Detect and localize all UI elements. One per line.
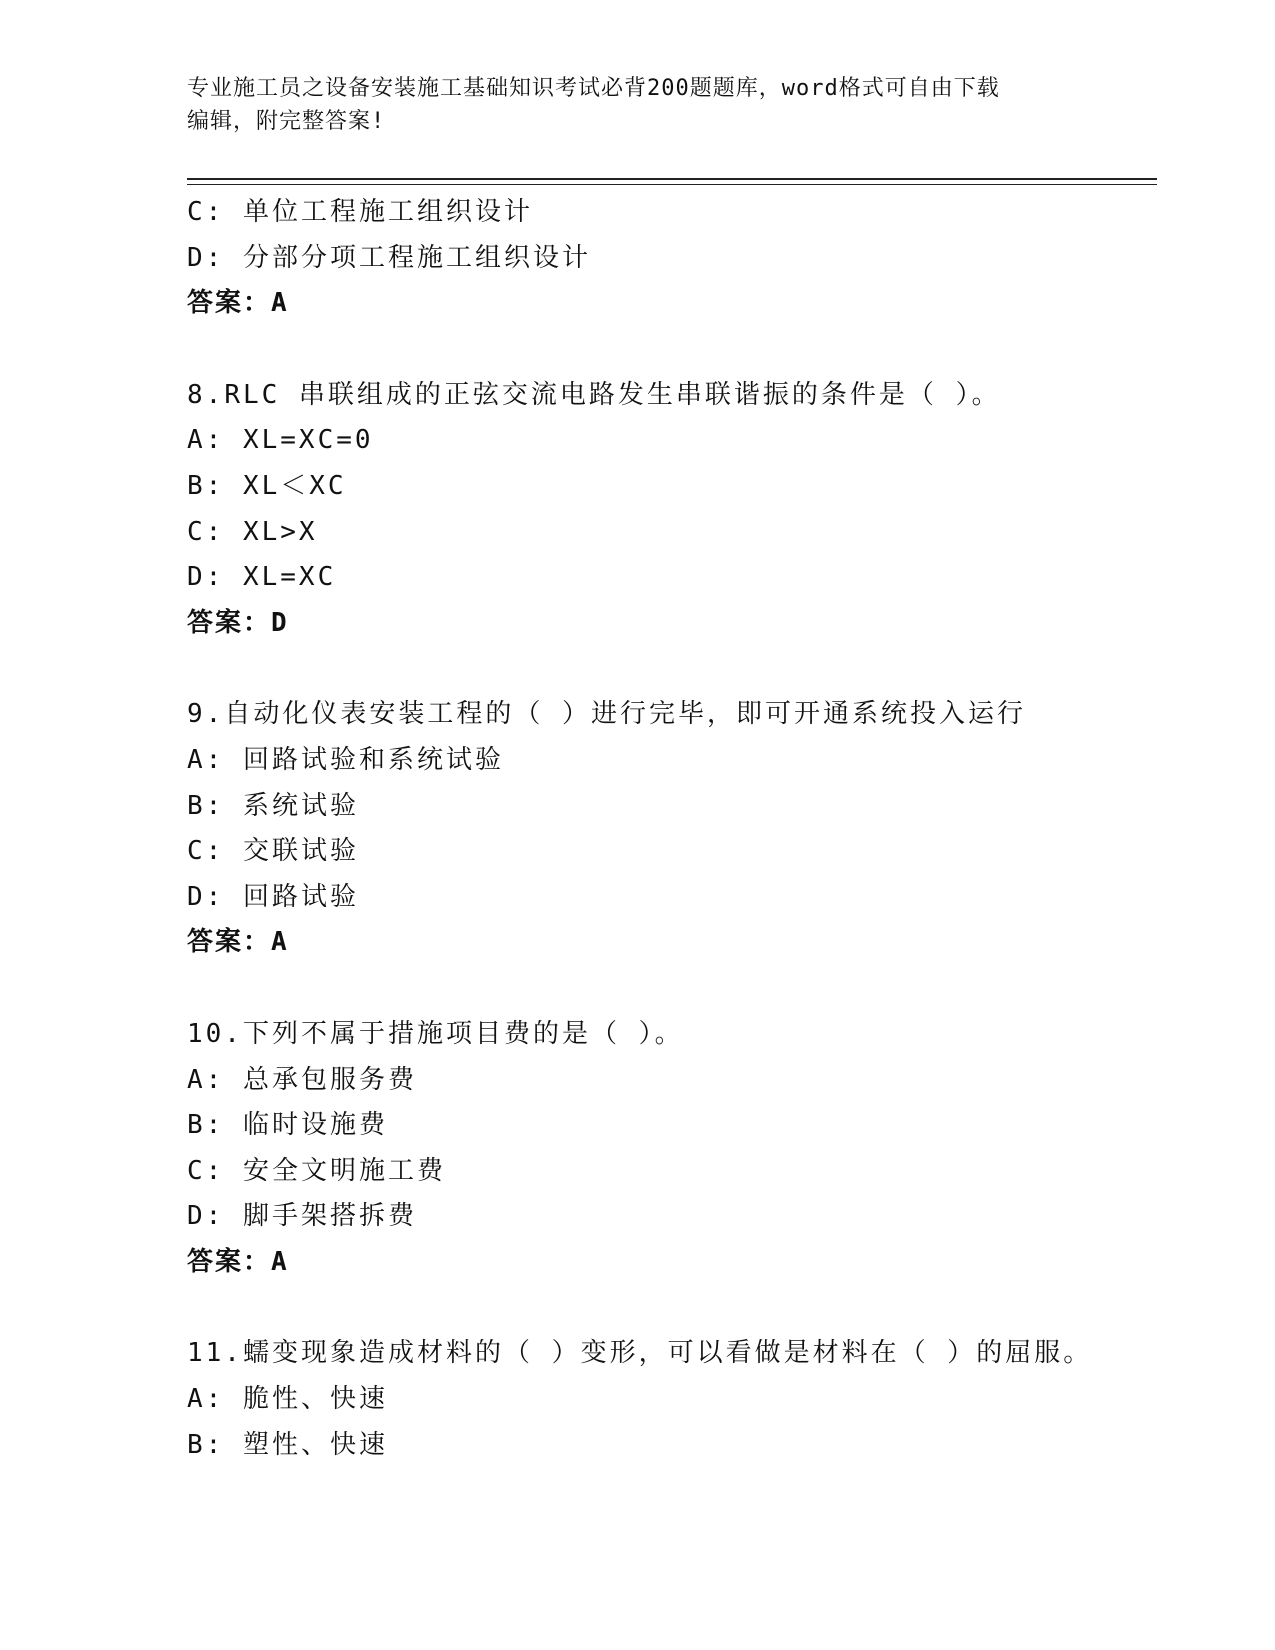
answer-label: 答案：	[187, 927, 272, 958]
option-text: 分部分项工程施工组织设计	[242, 242, 591, 273]
option-text: 单位工程施工组织设计	[242, 197, 533, 227]
answer-label: 答案：	[187, 607, 272, 638]
answer-value: A	[271, 927, 289, 958]
option-label: A:	[187, 1064, 225, 1095]
option-label: D:	[187, 562, 225, 593]
question-text: 自动化仪表安装工程的（ ）进行完毕，即可开通系统投入运行	[224, 699, 1026, 730]
option-text: 回路试验和系统试验	[242, 744, 504, 775]
option-text: 交联试验	[242, 836, 359, 867]
option-label: C:	[187, 516, 225, 547]
question-number: 11.	[187, 1338, 243, 1369]
option-c	[187, 190, 1157, 236]
option-d	[187, 555, 1157, 601]
option-text: 系统试验	[242, 790, 359, 821]
answer-label: 答案：	[187, 1246, 272, 1277]
question-text: 下列不属于措施项目费的是（ ）。	[242, 1018, 684, 1049]
question-text: 蠕变现象造成材料的（ ）变形，可以看做是材料在（ ）的屈服。	[242, 1338, 1093, 1369]
option-b	[187, 1423, 1157, 1469]
option-a	[187, 738, 1157, 784]
header-divider-thin	[187, 184, 1157, 185]
answer-line	[187, 1240, 1157, 1286]
option-label: D:	[187, 1201, 225, 1232]
question-9	[187, 692, 1157, 966]
option-text: 脚手架搭拆费	[242, 1201, 417, 1232]
question-stem	[187, 1012, 1157, 1058]
document-header	[187, 72, 1087, 138]
answer-value: D	[271, 607, 289, 638]
option-c	[187, 829, 1157, 875]
option-label: C:	[187, 836, 225, 867]
option-a	[187, 1377, 1157, 1423]
option-text: XL>X	[242, 516, 318, 547]
question-text: RLC 串联组成的正弦交流电路发生串联谐振的条件是（ ）。	[224, 379, 1001, 410]
option-label: C:	[187, 197, 225, 227]
option-a	[187, 1058, 1157, 1104]
question-list	[187, 190, 1157, 1468]
question-stem	[187, 692, 1157, 738]
option-text: XL＜XC	[242, 470, 347, 501]
option-text: XL=XC=0	[242, 425, 374, 456]
option-label: A:	[187, 1384, 225, 1415]
answer-label: 答案：	[187, 288, 272, 319]
answer-line	[187, 920, 1157, 966]
option-c	[187, 1149, 1157, 1195]
option-text: XL=XC	[242, 562, 337, 593]
header-title-line-1: 专业施工员之设备安装施工基础知识考试必背200题题库，word格式可自由下载	[187, 76, 1000, 101]
question-stem	[187, 373, 1157, 419]
option-label: A:	[187, 744, 225, 775]
header-divider-thick	[187, 178, 1157, 180]
answer-line	[187, 281, 1157, 327]
option-text: 塑性、快速	[242, 1429, 388, 1460]
option-b	[187, 464, 1157, 510]
answer-value: A	[271, 1246, 289, 1277]
question-number: 10.	[187, 1018, 243, 1049]
option-b	[187, 1103, 1157, 1149]
question-spacer	[187, 646, 1157, 692]
option-label: B:	[187, 1429, 225, 1460]
answer-value: A	[271, 288, 289, 319]
option-label: D:	[187, 881, 225, 912]
option-d	[187, 236, 1157, 282]
question-continuation	[187, 190, 1157, 327]
question-number: 9.	[187, 699, 225, 730]
option-text: 回路试验	[242, 881, 359, 912]
header-title-line-2: 编辑，附完整答案!	[187, 109, 386, 134]
option-text: 脆性、快速	[242, 1384, 388, 1415]
question-spacer	[187, 966, 1157, 1012]
question-spacer	[187, 327, 1157, 373]
option-text: 临时设施费	[242, 1110, 388, 1141]
answer-line	[187, 601, 1157, 647]
option-c	[187, 510, 1157, 556]
question-8	[187, 373, 1157, 647]
option-label: D:	[187, 242, 225, 273]
option-label: A:	[187, 425, 225, 456]
option-b	[187, 784, 1157, 830]
option-d	[187, 1194, 1157, 1240]
question-10	[187, 1012, 1157, 1286]
option-label: B:	[187, 1110, 225, 1141]
question-11	[187, 1331, 1157, 1468]
option-label: B:	[187, 790, 225, 821]
option-label: C:	[187, 1155, 225, 1186]
option-label: B:	[187, 470, 225, 501]
option-text: 总承包服务费	[242, 1064, 417, 1095]
option-d	[187, 875, 1157, 921]
question-number: 8.	[187, 379, 225, 410]
option-text: 安全文明施工费	[242, 1155, 446, 1186]
question-stem	[187, 1331, 1157, 1377]
option-a	[187, 418, 1157, 464]
question-spacer	[187, 1285, 1157, 1331]
